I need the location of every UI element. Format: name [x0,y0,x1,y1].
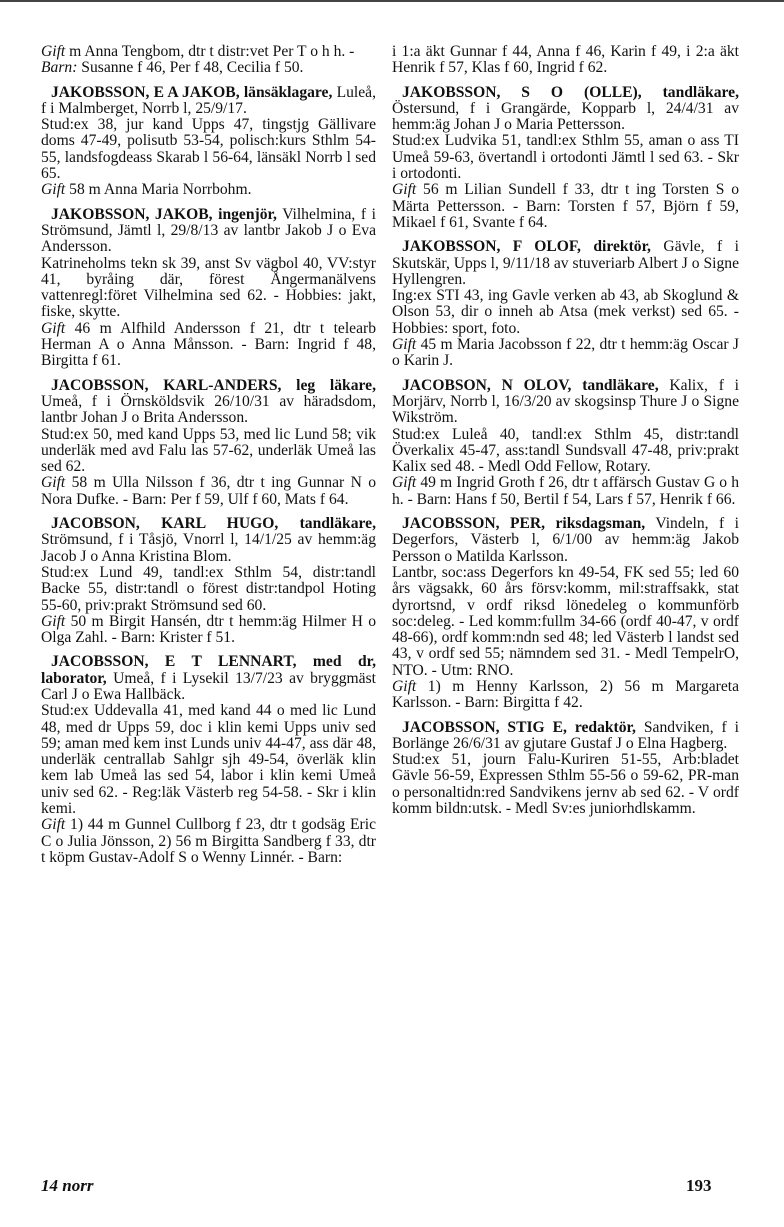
family-paragraph [41,614,376,647]
career-paragraph [392,133,739,182]
paragraph-text: 49 m Ingrid Groth f 26, dtr t affärsch Gustav G o h h. - Barn: Hans f 50, Bertil f 54, Lars f 57, Henrik f 66. [392,474,739,508]
birth-details: Östersund, f i Grangärde, Kopparb l, 24/4/31 av hemm:äg Johan J o Maria Pettersson. [392,99,739,134]
birth-details: Umeå, f i Lysekil 13/7/23 av bryggmäst Carl J o Ewa Hallbäck. [41,669,376,703]
entry-heading [392,720,739,753]
career-paragraph [41,565,376,614]
section-lead: Gift [392,474,417,492]
family-paragraph [392,475,739,508]
birth-details: Vilhelmina, f i Strömsund, Jämtl l, 29/8/13 av lantbr Jakob J o Eva Andersson. [41,205,376,256]
person-title: ingenjör, [218,205,277,223]
section-lead: Gift [41,816,66,834]
birth-details: Vindeln, f i Degerfors, Västerb l, 6/1/00 av hemm:äg Jakob Persson o Matilda Karlsson. [392,515,740,565]
person-name: JACOBSSON, KARL-ANDERS, [51,376,282,394]
biography-entry [41,85,376,199]
right-column [392,44,739,825]
biography-entry [41,516,376,646]
career-paragraph [41,117,376,182]
person-name: JAKOBSSON, S O (OLLE), [402,83,642,101]
biography-entry [392,720,739,818]
paragraph-text: Stud:ex Luleå 40, tandl:ex Sthlm 45, distr:tandl Överkalix 45-47, ass:tandl Sundsvall 47-48, priv:prakt Kalix sed 48. - Medl Odd Fellow, Rotary. [392,425,739,476]
person-title: länsäklagare, [243,83,333,101]
top-rule [0,0,784,2]
continued-entry [41,44,376,77]
entry-heading [41,378,376,427]
family-paragraph [392,182,739,231]
person-title: med dr, laborator, [41,653,377,687]
career-paragraph [392,427,739,476]
paragraph-text: 46 m Alfhild Andersson f 21, dtr t telearb Herman A o Anna Månsson. - Barn: Ingrid f 48, Birgitta f 61. [41,319,376,370]
birth-details: Gävle, f i Skutskär, Upps l, 9/11/18 av stuveriarb Albert J o Signe Hyllengren. [392,238,740,288]
person-title: tandläkare, [582,376,659,394]
paragraph-text: Stud:ex 38, jur kand Upps 47, tingstjg Gällivare doms 47-49, polisutb 53-54, polisch:kurs Sthlm 54-55, landsfogdeass Skarab l 56-64, länsäkl Norrb l sed 65. [41,116,376,183]
paragraph-text: 56 m Lilian Sundell f 33, dtr t ing Torsten S o Märta Pettersson. - Barn: Torsten f 57, Björn f 59, Mikael f 61, Svante f 64. [392,181,739,231]
family-paragraph [41,817,376,866]
family-paragraph [41,60,376,76]
biography-entry [392,239,739,369]
entry-heading [41,516,376,565]
biography-entry [392,516,739,712]
person-name: JAKOBSSON, JAKOB, [51,205,213,223]
family-paragraph [392,337,739,370]
person-name: JAKOBSSON, F OLOF, [402,238,581,256]
career-paragraph [392,752,739,817]
section-lead: Gift [392,181,417,199]
birth-details: Strömsund, f i Tåsjö, Vnorrl l, 14/1/25 av hemm:äg Jacob J o Anna Kristina Blom. [41,531,376,565]
birth-details: Luleå, f i Malmberget, Norrb l, 25/9/17. [41,83,377,117]
family-paragraph [41,44,376,60]
paragraph-text: i 1:a äkt Gunnar f 44, Anna f 46, Karin f 49, i 2:a äkt Henrik f 57, Klas f 60, Ingrid f 62. [392,43,739,77]
paragraph-text: 1) m Henny Karlsson, 2) 56 m Margareta Karlsson. - Barn: Birgitta f 42. [392,677,739,712]
career-paragraph [41,427,376,476]
section-lead: Gift [392,336,417,354]
biography-entry [392,85,739,232]
biography-entry [41,654,376,866]
left-column [41,44,376,874]
paragraph-text: 58 m Ulla Nilsson f 36, dtr t ing Gunnar N o Nora Dufke. - Barn: Per f 59, Ulf f 60, Mats f 64. [41,474,376,508]
section-lead: Barn: [41,59,78,77]
paragraph-text: 45 m Maria Jacobsson f 22, dtr t hemm:äg Oscar J o Karin J. [392,336,739,370]
entry-heading [41,207,376,256]
biography-entry [41,207,376,370]
paragraph-text: Stud:ex Ludvika 51, tandl:ex Sthlm 55, aman o ass TI Umeå 59-63, övertandl i ortodonti Jämtl l sed 63. - Skr i ortodonti. [392,132,739,183]
person-name: JACOBSSON, PER, [402,515,546,533]
career-paragraph [41,256,376,321]
section-lead: Gift [392,677,417,695]
paragraph-text: Lantbr, soc:ass Degerfors kn 49-54, FK sed 55; led 60 års vägsakk, 60 års försv:komm, mil:straffsakk, stat dyrortsnd, v ordf riksd lönedeleg o kommunförb soc:deleg. - Led komm:fullm 34-66 (ordf 40-47, v ordf 48-66), ordf komm:ndn sed 48; led Västerb l landst sed 43, v ordf sed 55; nämndem sed 31. - Medl TempelrO, NTO. - Utm: RNO. [392,563,739,679]
career-paragraph [392,288,739,337]
entry-heading [392,378,739,427]
person-name: JAKOBSSON, E A JAKOB, [51,83,240,101]
paragraph-text: Stud:ex Lund 49, tandl:ex Sthlm 54, distr:tandl Backe 55, distr:tandl o förest distr:tandpol Hoting 55-60, priv:prakt Strömsund sed 60. [41,563,376,614]
section-lead: Gift [41,474,66,492]
paragraph-text: 50 m Birgit Hansén, dtr t hemm:äg Hilmer H o Olga Zahl. - Barn: Krister f 51. [41,612,376,647]
career-paragraph [392,565,739,679]
paragraph-text: m Anna Tengbom, dtr t distr:vet Per T o h h. - [65,43,355,60]
birth-details: Kalix, f i Morjärv, Norrb l, 16/3/20 av skogsinsp Thure J o Signe Wikström. [392,376,740,427]
paragraph-text: 58 m Anna Maria Norrbohm. [65,181,252,199]
paragraph-text: Katrineholms tekn sk 39, anst Sv vägbol 40, VV:styr 41, byråing där, förest Ångermanälvens vattenregl:föret Vilhelmina sed 62. - Hobbies: jakt, fiske, skytte. [41,254,376,321]
person-title: leg läkare, [296,376,376,394]
career-paragraph [41,703,376,817]
family-paragraph [41,321,376,370]
continued-entry [392,44,739,77]
person-title: tandläkare, [662,83,739,101]
person-name: JACOBSSON, STIG E, [402,718,567,736]
person-name: JACOBSON, N OLOV, [402,376,572,394]
entry-heading [41,654,376,703]
person-title: riksdagsman, [555,515,646,533]
person-title: redaktör, [574,718,636,736]
section-lead: Gift [41,319,66,337]
person-title: tandläkare, [299,515,376,533]
entry-heading [392,516,739,565]
birth-details: Sandviken, f i Borlänge 26/6/31 av gjutare Gustaf J o Elna Hagberg. [392,718,739,752]
paragraph-text: Stud:ex Uddevalla 41, med kand 44 o med lic Lund 48, med dr Upps 59, doc i klin kemi Upps univ sed 59; aman med kem inst Lunds univ 44-47, ass där 48, underläk centrallab Sahlgr sjh 49-54, överläk klin kem lab Umeå las sed 54, labor i klin kemi Umeå univ sed 62. - Reg:läk Västerb reg 54-58. - Skr i klin kemi. [41,702,376,818]
family-paragraph [41,182,376,198]
person-name: JACOBSON, KARL HUGO, [51,515,279,533]
paragraph-text: Stud:ex 50, med kand Upps 53, med lic Lund 58; vik underläk med avd Falu las 57-62, underläk Umeå las sed 62. [41,425,376,476]
sheet-signature: 14 norr [41,1176,94,1195]
page-number: 193 [686,1176,712,1195]
section-lead: Gift [41,181,66,199]
entry-heading [392,85,739,134]
entry-heading [392,239,739,288]
paragraph-text: Ing:ex STI 43, ing Gavle verken ab 43, ab Skoglund & Olson 53, dir o inneh ab Atsa (mek verkst) sed 65. - Hobbies: sport, foto. [392,287,739,337]
biography-entry [392,378,739,508]
section-lead: Gift [41,612,66,630]
entry-heading [41,85,376,118]
person-name: JACOBSSON, E T LENNART, [51,653,297,671]
person-title: direktör, [593,238,651,256]
family-paragraph [392,679,739,712]
career-paragraph [392,44,739,77]
paragraph-text: Stud:ex 51, journ Falu-Kuriren 51-55, Arb:bladet Gävle 56-59, Expressen Sthlm 55-56 o 59-62, PR-man o personaltidn:red Sandvikens jernv ab sed 62. - V ordf komm bildn:utsk. - Medl Sv:es juniorhdlskamm. [392,751,739,818]
paragraph-text: Susanne f 46, Per f 48, Cecilia f 50. [77,59,304,77]
biography-entry [41,378,376,508]
family-paragraph [41,475,376,508]
paragraph-text: 1) 44 m Gunnel Cullborg f 23, dtr t godsäg Eric C o Julia Jönsson, 2) 56 m Birgitta Sandberg f 33, dtr t köpm Gustav-Adolf S o Wenny Linnér. - Barn: [41,816,376,866]
birth-details: Umeå, f i Örnsköldsvik 26/10/31 av häradsdom, lantbr Johan J o Brita Andersson. [41,392,376,427]
section-lead: Gift [41,43,66,60]
